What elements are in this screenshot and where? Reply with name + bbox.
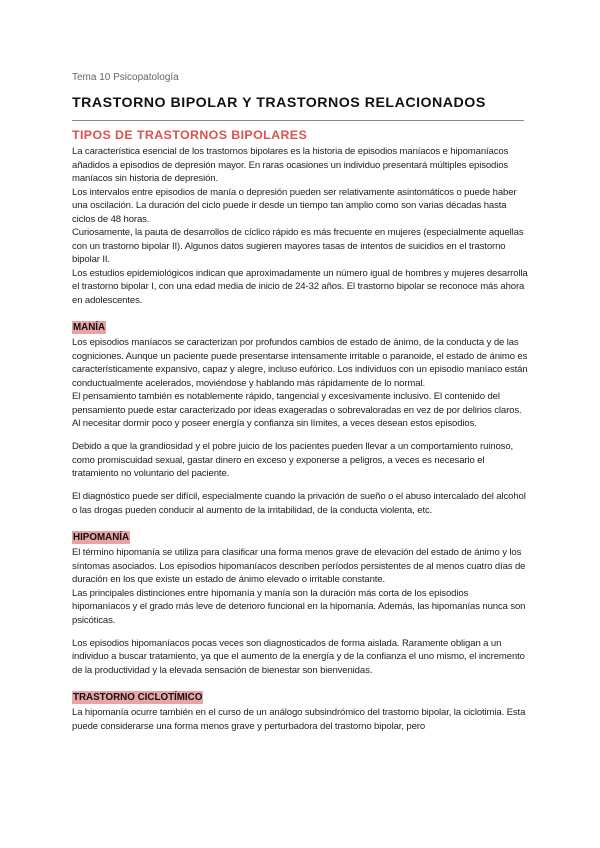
section-heading-tipos: TIPOS DE TRASTORNOS BIPOLARES bbox=[72, 128, 308, 142]
paragraph: Curiosamente, la pauta de desarrollos de cíclico rápido es más frecuente en mujeres (especialmente aquellas con un trastorno bipolar II). Algunos datos sugieren mayores tasas de intentos de suicidios en el trastorno bipolar II. bbox=[72, 227, 524, 265]
paragraph: La hipomanía ocurre también en el curso de un análogo subsindrómico del trastorno bipolar, la ciclotimia. Esta puede considerarse una forma menos grave y perturbadora del trastorno bipolar, pero bbox=[72, 707, 526, 732]
document-title: TRASTORNO BIPOLAR Y TRASTORNOS RELACIONADOS bbox=[72, 95, 486, 111]
paragraph: Los episodios maníacos se caracterizan por profundos cambios de estado de ánimo, de la conducta y de las cogniciones. Aunque un paciente puede presentarse intensamente irritable o paranoide, el estado de ánimo es característicamente expansivo, capaz y alegre, incluso eufórico. Los individuos con un episodio maníaco están conductualmente acelerados, moviéndose y hablando más rápidamente de lo normal. bbox=[72, 337, 528, 389]
title-divider bbox=[72, 120, 524, 121]
paragraph: El término hipomanía se utiliza para clasificar una forma menos grave de elevación del estado de ánimo y los síntomas asociados. Los episodios hipomaníacos describen períodos persistentes de al menos cuatro días de duración en los que existe un estado de ánimo elevado o irritable constante. bbox=[72, 547, 526, 585]
subheading-mania: MANÍA bbox=[73, 321, 106, 333]
document-meta: Tema 10 Psicopatología bbox=[72, 72, 179, 83]
paragraph: La característica esencial de los trastornos bipolares es la historia de episodios maníacos e hipomaníacos añadidos a episodios de depresión mayor. En raras ocasiones un individuo presentará múltiples episodios maníacos sin historia de depresión. bbox=[72, 146, 509, 184]
paragraph: El pensamiento también es notablemente rápido, tangencial y excesivamente inclusivo. El contenido del pensamiento puede estar caracterizado por ideas exageradas o sobrevaloradas en vez de por delirios claros. Al necesitar dormir poco y poseer energía y confianza sin límites, a veces desean estos episodios. bbox=[72, 391, 522, 429]
paragraph: Los episodios hipomaníacos pocas veces son diagnosticados de forma aislada. Raramente obligan a un individuo a buscar tratamiento, ya que el aumento de la energía y de la confianza el uno mismo, el incremento de la productividad y la elevada sensación de bienestar son bienvenidas. bbox=[72, 637, 525, 676]
paragraph: El diagnóstico puede ser difícil, especialmente cuando la privación de sueño o el abuso intercalado del alcohol o las drogas pueden conducir al aumento de la irritabilidad, de la conducta violenta, etc. bbox=[72, 491, 526, 516]
subheading-hipomania: HIPOMANÍA bbox=[73, 531, 130, 543]
paragraph: Debido a que la grandiosidad y el pobre juicio de los pacientes pueden llevar a un comportamiento ruinoso, como promiscuidad sexual, gastar dinero en exceso y exponerse a peligros, a veces es necesario el tratamiento no voluntario del paciente. bbox=[72, 441, 514, 479]
paragraph: Los intervalos entre episodios de manía o depresión pueden ser relativamente asintomáticos o puede haber una oscilación. La duración del ciclo puede ir desde un tiempo tan amplio como son varias décadas hasta ciclos de 48 horas. bbox=[72, 186, 517, 225]
paragraph: Los estudios epidemiológicos indican que aproximadamente un número igual de hombres y mujeres desarrolla el trastorno bipolar I, con una edad media de inicio de 24-32 años. El trastorno bipolar se reconoce más ahora en adolescentes. bbox=[72, 267, 528, 306]
document-body bbox=[72, 128, 528, 733]
subheading-ciclotimico: TRASTORNO CICLOTÍMICO bbox=[73, 691, 203, 703]
paragraph: Las principales distinciones entre hipomanía y manía son la duración más corta de los episodios hipomaníacos y el grado más leve de deterioro funcional en la hipomanía. Además, las hipomanías nunca son psicóticas. bbox=[72, 587, 526, 626]
